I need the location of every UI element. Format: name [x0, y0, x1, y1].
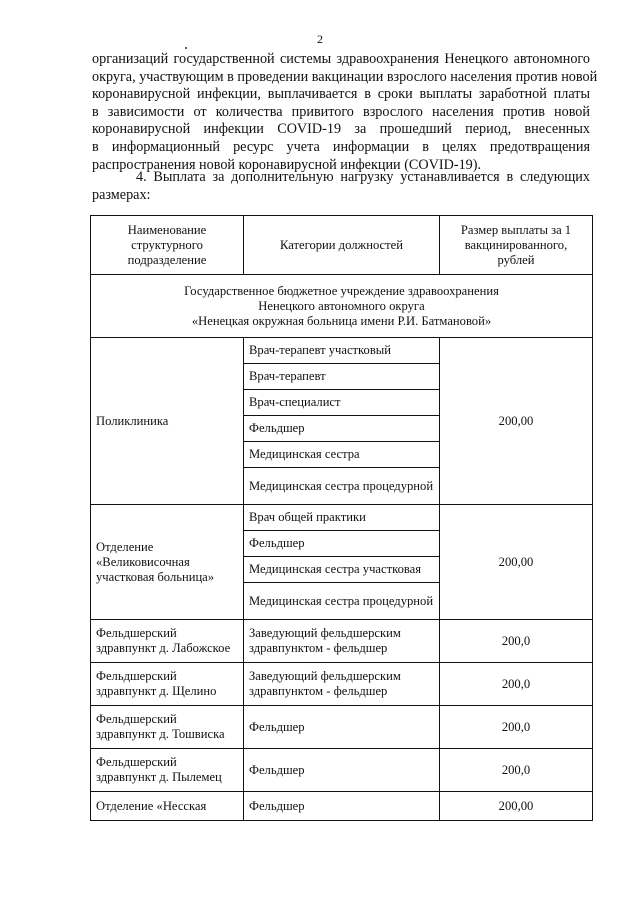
- text-line: в информационный ресурс учета информации в целях предотвращения: [92, 138, 590, 155]
- scan-speck: [185, 47, 187, 49]
- table-row: [91, 338, 593, 364]
- organization-name: [91, 275, 593, 338]
- text-line: коронавирусной инфекции, выплачивается в сроки выплаты заработной платы: [92, 86, 590, 103]
- organization-row: [91, 275, 593, 338]
- text-line: коронавирусной инфекции COVID-19 за прошедший период, внесенных: [92, 121, 590, 138]
- position-cell: Врач-терапевт участковый: [244, 338, 440, 364]
- unit-cell: Поликлиника: [91, 338, 244, 505]
- organization-line: «Ненецкая окружная больница имени Р.И. Батмановой»: [191, 313, 492, 328]
- position-cell: Врач-специалист: [244, 390, 440, 416]
- amount-cell: 200,00: [440, 338, 593, 505]
- amount-cell: 200,00: [440, 792, 593, 821]
- amount-cell: 200,0: [440, 749, 593, 792]
- text-line: размерах:: [92, 186, 151, 203]
- organization-line: Ненецкого автономного округа: [258, 298, 425, 313]
- header-amount: Размер выплаты за 1 вакцинированного, рублей: [440, 216, 593, 275]
- amount-cell: 200,0: [440, 620, 593, 663]
- position-cell: Врач-терапевт: [244, 364, 440, 390]
- unit-cell: Фельдшерский здравпункт д. Пылемец: [91, 749, 244, 792]
- text-line: в зависимости от количества привитого взрослого населения против новой: [92, 103, 590, 120]
- position-cell: Медицинская сестра процедурной: [244, 468, 440, 505]
- table-row: [91, 792, 593, 821]
- unit-cell: Отделение «Несская: [91, 792, 244, 821]
- text-line: организаций государственной системы здравоохранения Ненецкого автономного: [92, 51, 590, 67]
- amount-cell: 200,0: [440, 706, 593, 749]
- position-cell: Медицинская сестра: [244, 442, 440, 468]
- text-line: округа, участвующим в проведении вакцинации взрослого населения против новой: [92, 68, 598, 85]
- header-unit: Наименование структурного подразделение: [91, 216, 244, 275]
- position-cell: Медицинская сестра процедурной: [244, 583, 440, 620]
- position-cell: Заведующий фельдшерским здравпунктом - фельдшер: [244, 663, 440, 706]
- text-line: распространения новой коронавирусной инфекции (COVID-19).: [92, 156, 482, 173]
- position-cell: Фельдшер: [244, 792, 440, 821]
- unit-cell: Фельдшерский здравпункт д. Тошвиска: [91, 706, 244, 749]
- paragraph-item-4: [92, 169, 590, 204]
- position-cell: Заведующий фельдшерским здравпунктом - фельдшер: [244, 620, 440, 663]
- table-header-row: [91, 216, 593, 275]
- text-line: 4. Выплата за дополнительную нагрузку устанавливается в следующих: [136, 169, 590, 185]
- position-cell: Фельдшер: [244, 416, 440, 442]
- page-number: 2: [317, 32, 323, 46]
- unit-cell: Отделение «Великовисочная участковая больница»: [91, 505, 244, 620]
- position-cell: Врач общей практики: [244, 505, 440, 531]
- organization-line: Государственное бюджетное учреждение здравоохранения: [184, 283, 499, 298]
- table-row: [91, 706, 593, 749]
- payment-table: [90, 215, 593, 821]
- unit-cell: Фельдшерский здравпункт д. Лабожское: [91, 620, 244, 663]
- table-row: [91, 663, 593, 706]
- paragraph-payment-terms: [92, 51, 598, 174]
- table-row: [91, 505, 593, 531]
- table-row: [91, 749, 593, 792]
- amount-cell: 200,0: [440, 663, 593, 706]
- unit-cell: Фельдшерский здравпункт д. Щелино: [91, 663, 244, 706]
- position-cell: Фельдшер: [244, 706, 440, 749]
- position-cell: Медицинская сестра участковая: [244, 557, 440, 583]
- amount-cell: 200,00: [440, 505, 593, 620]
- header-positions: Категории должностей: [244, 216, 440, 275]
- table-row: [91, 620, 593, 663]
- position-cell: Фельдшер: [244, 749, 440, 792]
- position-cell: Фельдшер: [244, 531, 440, 557]
